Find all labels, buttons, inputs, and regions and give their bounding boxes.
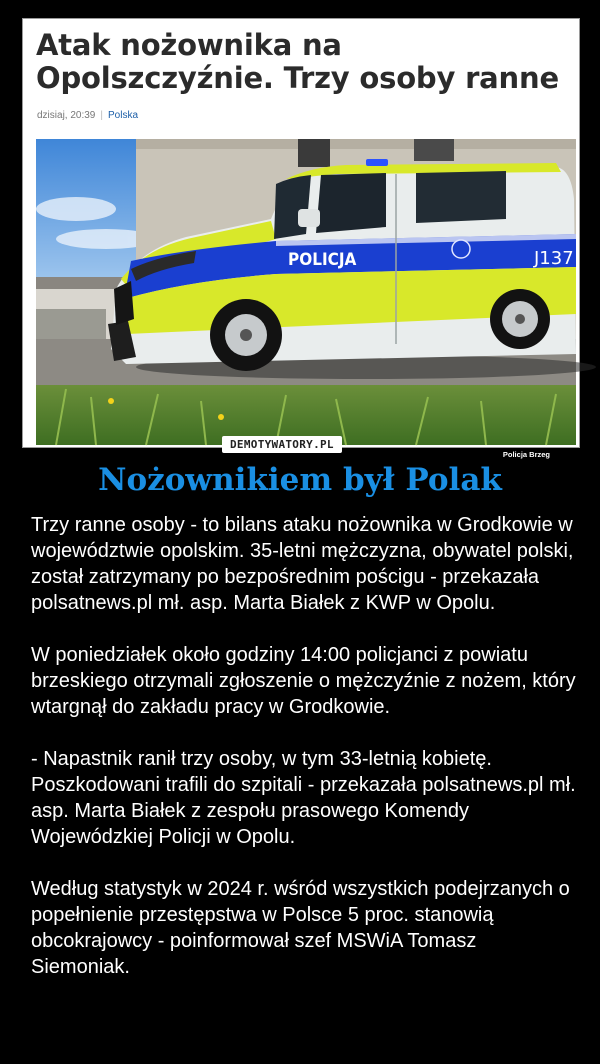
van-windshield (274, 175, 311, 239)
article-meta (37, 110, 138, 121)
van-lightbar (366, 159, 388, 166)
photo-credit: Policja Brzeg (500, 449, 553, 460)
demotywatory-watermark: DEMOTYWATORY.PL (222, 436, 342, 453)
police-star-icon (452, 240, 470, 258)
van-number: J137 (534, 248, 574, 269)
article-category-link[interactable]: Polska (107, 110, 138, 121)
police-van-photo (36, 139, 576, 445)
van-front-wheel (210, 299, 282, 371)
meta-separator: | (100, 110, 103, 121)
article-body (31, 512, 576, 1006)
paragraph: W poniedziałek około godziny 14:00 policjanci z powiatu brzeskiego otrzymali zgłoszenie o mężczyźnie z nożem, który wtargnął do zakładu pracy w Grodkowie. (31, 644, 576, 718)
van-cargo-window (416, 171, 506, 223)
van-side-window (316, 173, 386, 233)
demotivator-poster (22, 18, 580, 459)
paragraph: Według statystyk w 2024 r. wśród wszystkich podejrzanych o popełnienie przestępstwa w Polsce 5 proc. stanowią obcokrajowcy - poinformował szef MSWiA Tomasz Siemoniak. (31, 878, 570, 978)
building-window (414, 139, 454, 161)
paragraph: - Napastnik ranił trzy osoby, w tym 33-letnią kobietę. Poszkodowani trafili do szpitali - przekazała polsatnews.pl mł. asp. Marta Białek z zespołu prasowego Komendy Wojewódzkiej Policji w Opolu. (31, 748, 576, 848)
dandelion (108, 398, 114, 404)
building-window (298, 139, 330, 167)
van-grille (114, 281, 134, 325)
article-timestamp: dzisiaj, 20:39 (37, 110, 96, 121)
van-rear-wheel (490, 289, 550, 349)
van-police-label: POLICJA (288, 250, 357, 270)
paragraph: Trzy ranne osoby - to bilans ataku nożownika w Grodkowie w województwie opolskim. 35-letni mężczyzna, obywatel polski, został zatrzymany po bezpośrednim pościgu - przekazała polsatnews.pl mł. asp. Marta Białek z KWP w Opolu. (31, 514, 574, 614)
article-headline: Atak nożownika na Opolszczyźnie. Trzy osoby ranne (36, 28, 559, 95)
building-cornice (136, 139, 576, 149)
dandelion (218, 414, 224, 420)
subtitle: Nożownikiem był Polak (98, 462, 502, 498)
van-mirror (298, 209, 320, 227)
